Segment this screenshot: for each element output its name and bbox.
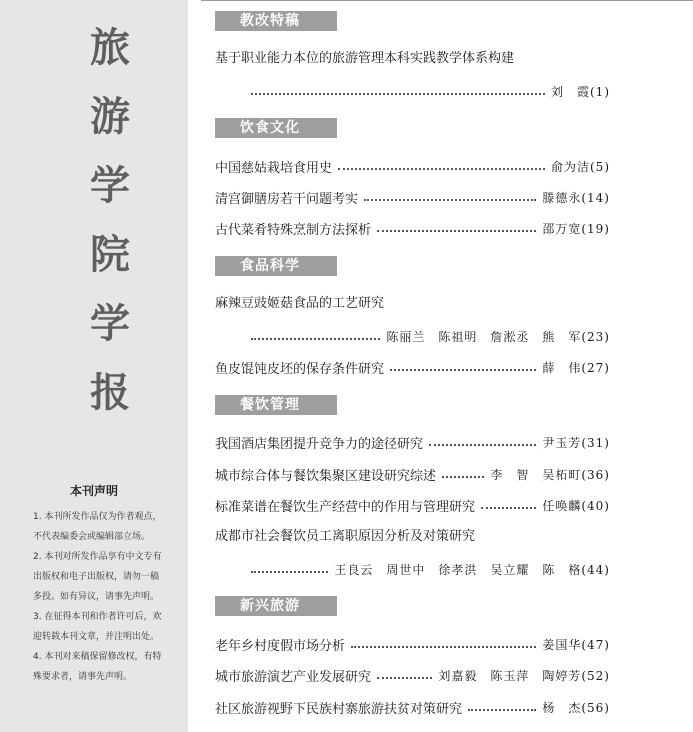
article-title: 鱼皮馄饨皮坯的保存条件研究 [215,361,385,377]
leader-dots [251,571,328,573]
toc-entry[interactable] [215,495,610,515]
article-title: 社区旅游视野下民族村寨旅游扶贫对策研究 [215,701,463,717]
declaration-body [33,507,185,687]
declaration-title: 本刊声明 [69,484,118,498]
article-author: 王良云 周世中 徐孝洪 吴立耀 陈 格(44) [334,562,610,577]
declaration-line: 3. 在征得本刊和作者许可后，欢 [33,612,162,622]
toc-entry[interactable] [215,357,610,377]
article-author: 任唤麟(40) [542,498,610,513]
section-header: 饮食文化 [215,118,337,138]
toc-entry[interactable] [215,464,610,484]
leader-dots [251,93,545,95]
article-author: 邵万宽(19) [542,221,610,236]
declaration-line: 多投。如有异议，请事先声明。 [33,592,160,602]
declaration-line: 1. 本刊所发作品仅为作者观点， [33,512,162,522]
declaration-line: 不代表编委会或编辑部立场。 [33,532,151,542]
article-title: 中国慈姑栽培食用史 [215,160,333,176]
toc-entry[interactable] [215,665,610,685]
toc-entry[interactable] [215,634,610,654]
article-title[interactable]: 成都市社会餐饮员工离职原因分析及对策研究 [215,529,476,544]
declaration-line: 出版权和电子出版权，请勿一稿 [33,572,160,582]
article-author: 刘 霞(1) [551,84,610,99]
article-author: 陈丽兰 陈祖明 詹淞丞 熊 军(23) [386,329,610,344]
article-title: 标准菜谱在餐饮生产经营中的作用与管理研究 [215,499,476,515]
journal-title-char: 旅 [90,25,130,71]
leader-dots [481,507,536,509]
article-author: 姜国华(47) [542,637,610,652]
leader-dots [442,476,484,478]
leader-dots [390,369,536,371]
toc-entry[interactable] [245,81,610,101]
section-header: 食品科学 [215,256,337,276]
article-title: 我国酒店集团提升竞争力的途径研究 [215,436,424,452]
article-title[interactable]: 麻辣豆豉姬菇食品的工艺研究 [215,296,385,311]
toc-entry[interactable] [215,187,610,207]
article-author: 滕德永(14) [542,190,610,205]
section-header: 餐饮管理 [215,395,337,415]
article-title: 城市综合体与餐饮集聚区建设研究综述 [215,468,437,484]
leader-dots [377,677,432,679]
article-author: 尹玉芳(31) [542,435,610,450]
leader-dots [251,338,380,340]
journal-title-char: 报 [90,370,130,416]
declaration-line: 4. 本刊对来稿保留修改权，有特 [33,652,162,662]
toc-entry[interactable] [215,432,610,452]
top-rule [201,0,693,1]
section-header: 教改特稿 [215,11,337,31]
article-author: 薛 伟(27) [542,360,610,375]
article-author: 李 智 吴柘町(36) [490,467,610,482]
toc-entry[interactable] [215,156,610,176]
article-author: 杨 杰(56) [542,700,610,715]
leader-dots [351,646,536,648]
article-author: 刘嘉毅 陈玉萍 陶婷芳(52) [438,668,610,683]
toc-entry[interactable] [215,697,610,717]
leader-dots [377,230,536,232]
article-title: 城市旅游演艺产业发展研究 [215,669,372,685]
leader-dots [338,168,545,170]
leader-dots [468,709,536,711]
journal-title-char: 学 [90,163,130,209]
leader-dots [364,199,536,201]
declaration-line: 2. 本刊对所发作品享有中文专有 [33,552,162,562]
article-title[interactable]: 基于职业能力本位的旅游管理本科实践教学体系构建 [215,51,515,66]
declaration-line: 殊要求者，请事先声明。 [33,672,133,682]
left-sidebar [0,0,188,732]
article-title: 清宫御膳房若干问题考实 [215,191,359,207]
leader-dots [429,444,536,446]
journal-title-char: 院 [90,232,130,278]
article-title: 古代菜肴特殊烹制方法探析 [215,222,372,238]
journal-title [84,14,136,428]
declaration-line: 迎转载本刊文章，并注明出处。 [33,632,160,642]
toc-entry[interactable] [215,218,610,238]
journal-title-char: 游 [90,94,130,140]
article-author: 俞为洁(5) [551,159,610,174]
journal-title-char: 学 [90,301,130,347]
toc-entry[interactable] [245,326,610,346]
article-title: 老年乡村度假市场分析 [215,638,346,654]
section-header: 新兴旅游 [215,596,337,616]
toc-entry[interactable] [245,559,610,579]
